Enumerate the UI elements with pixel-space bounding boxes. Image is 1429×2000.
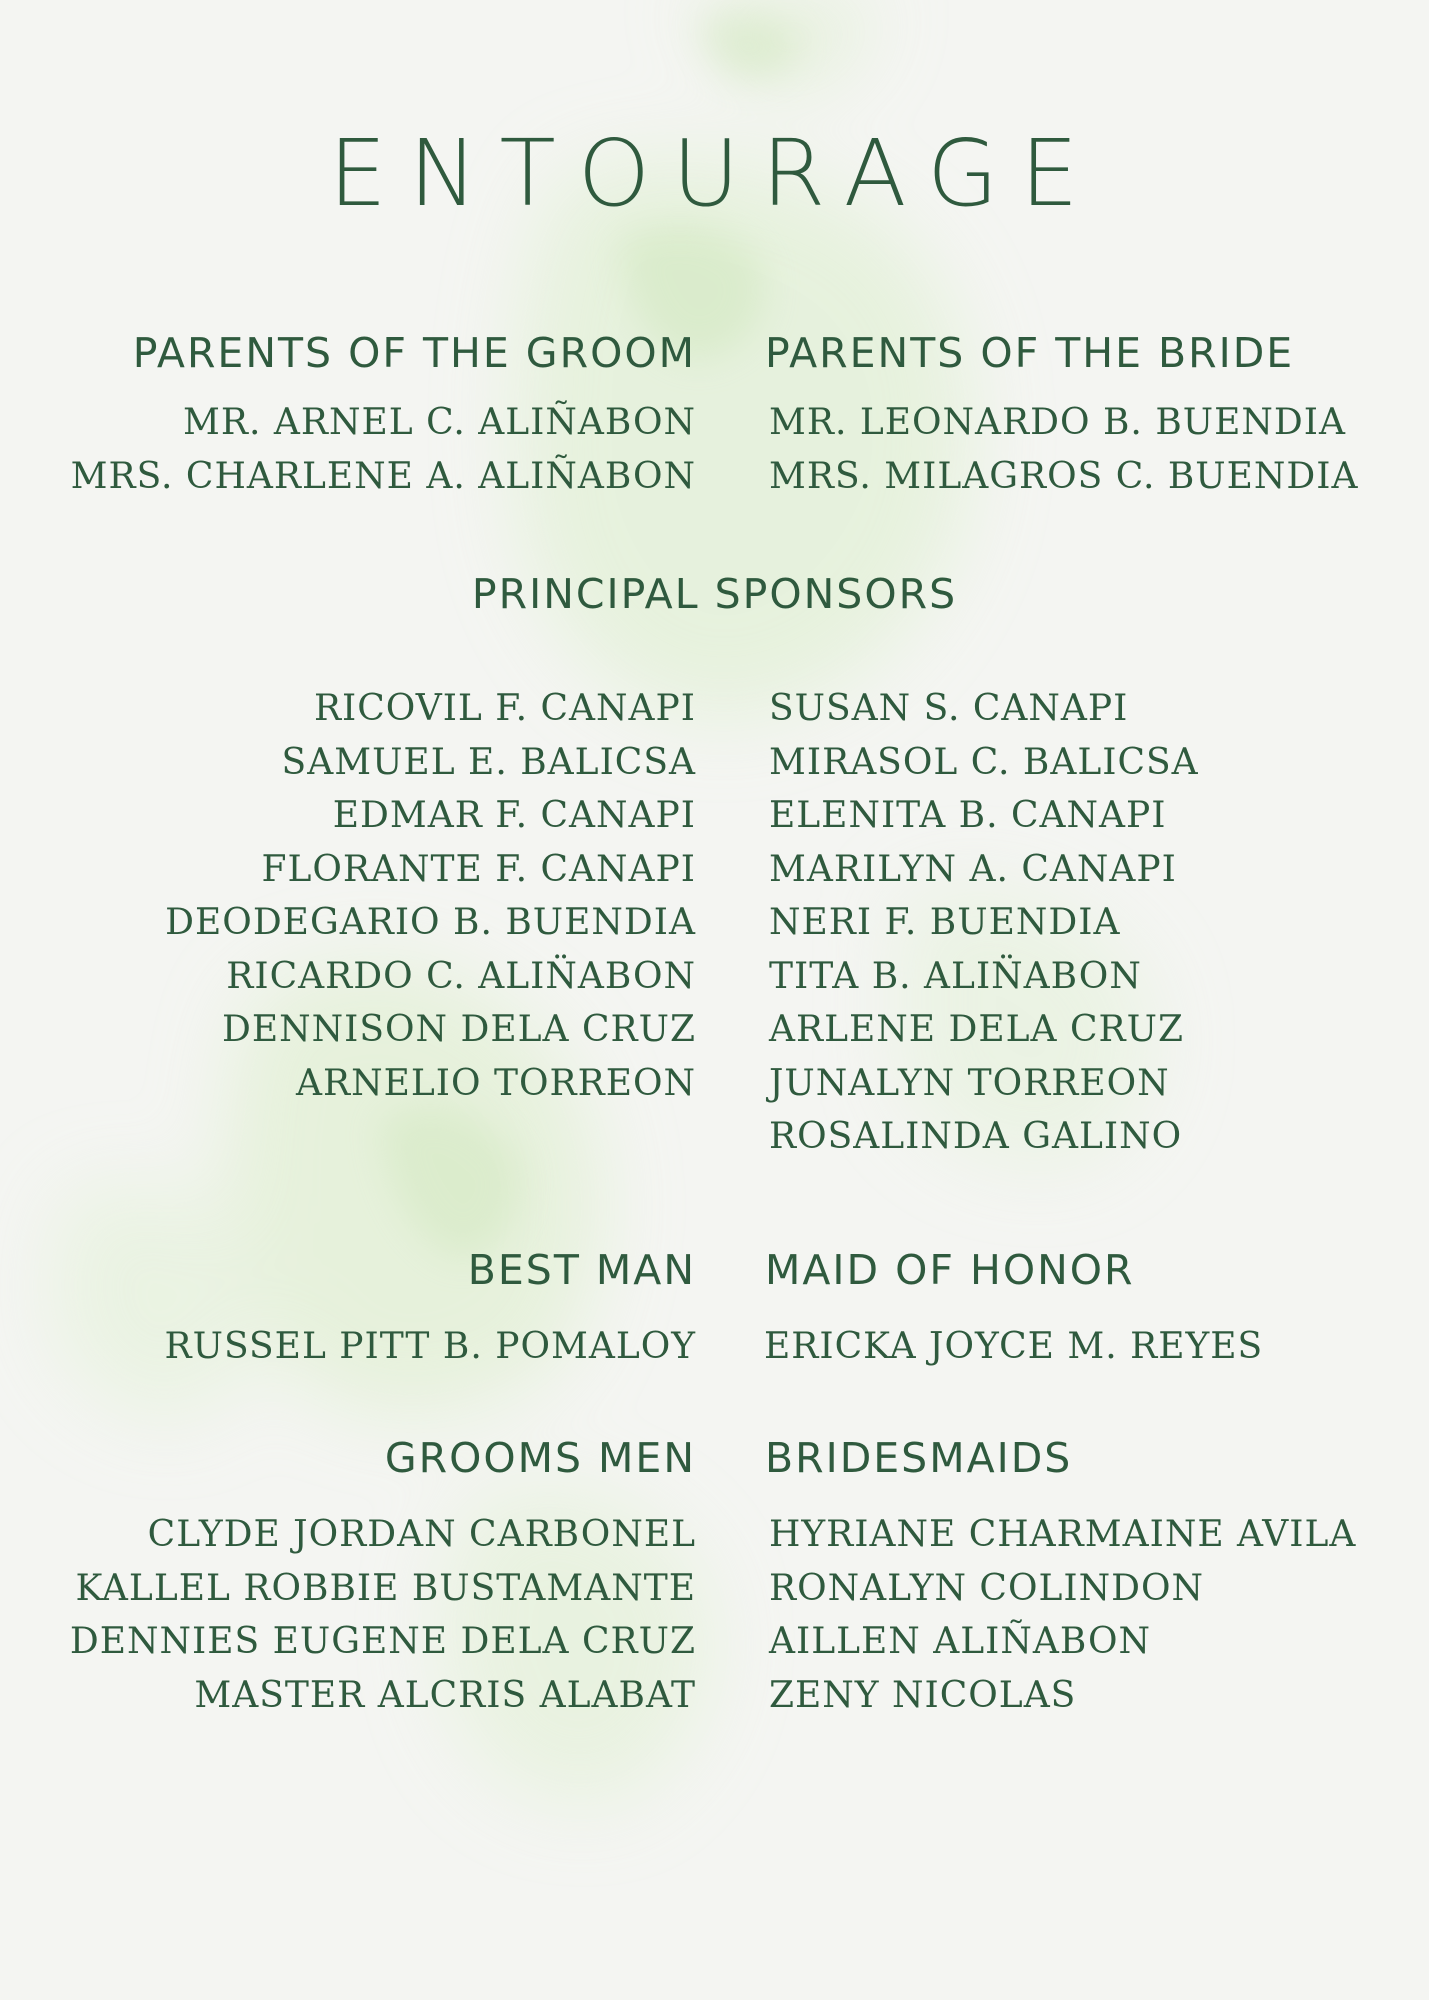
list-item: RICARDO C. ALIN̈ABON bbox=[226, 955, 696, 997]
list-item: DENNIES EUGENE DELA CRUZ bbox=[69, 1621, 696, 1662]
list-item: JUNALYN TORREON bbox=[769, 1062, 1170, 1104]
groomsmen-list bbox=[70, 1508, 696, 1722]
page-title: ENTOURAGE bbox=[328, 120, 1101, 227]
list-item: DENNISON DELA CRUZ bbox=[222, 1009, 696, 1050]
list-item: MR. ARNEL C. ALIÑABON bbox=[183, 402, 696, 443]
bridesmaids-list bbox=[769, 1508, 1356, 1722]
list-item: MRS. MILAGROS C. BUENDIA bbox=[769, 455, 1359, 497]
list-item: TITA B. ALIN̈ABON bbox=[769, 955, 1142, 997]
bridesmaids-heading: BRIDESMAIDS bbox=[765, 1434, 1073, 1482]
best-man-heading: BEST MAN bbox=[467, 1246, 696, 1294]
sponsors-right-list bbox=[769, 682, 1199, 1164]
parents-of-bride-heading: PARENTS OF THE BRIDE bbox=[765, 329, 1295, 377]
list-item: ROSALINDA GALINO bbox=[769, 1116, 1183, 1157]
list-item: ARNELIO TORREON bbox=[296, 1062, 696, 1104]
list-item: MR. LEONARDO B. BUENDIA bbox=[769, 402, 1346, 443]
list-item: ERICKA JOYCE M. REYES bbox=[764, 1326, 1264, 1367]
list-item: MASTER ALCRIS ALABAT bbox=[194, 1674, 696, 1716]
principal-sponsors-heading: PRINCIPAL SPONSORS bbox=[471, 570, 958, 618]
list-item: ARLENE DELA CRUZ bbox=[769, 1009, 1185, 1050]
best-man-list bbox=[165, 1320, 696, 1374]
parents-of-groom-heading: PARENTS OF THE GROOM bbox=[132, 329, 696, 377]
list-item: EDMAR F. CANAPI bbox=[332, 795, 696, 836]
list-item: MRS. CHARLENE A. ALIÑABON bbox=[70, 455, 696, 497]
groomsmen-heading: GROOMS MEN bbox=[384, 1434, 696, 1482]
list-item: RONALYN COLINDON bbox=[769, 1567, 1204, 1609]
parents-of-groom-list bbox=[71, 396, 696, 503]
list-item: SAMUEL E. BALICSA bbox=[281, 741, 696, 783]
list-item: DEODEGARIO B. BUENDIA bbox=[165, 902, 696, 943]
sponsors-left-list bbox=[165, 682, 696, 1110]
list-item: RICOVIL F. CANAPI bbox=[313, 688, 696, 729]
maid-of-honor-heading: MAID OF HONOR bbox=[765, 1246, 1135, 1294]
list-item: CLYDE JORDAN CARBONEL bbox=[147, 1514, 696, 1555]
list-item: ZENY NICOLAS bbox=[769, 1674, 1077, 1716]
list-item: MARILYN A. CANAPI bbox=[769, 848, 1177, 890]
list-item: NERI F. BUENDIA bbox=[769, 902, 1121, 943]
list-item: MIRASOL C. BALICSA bbox=[769, 741, 1199, 783]
list-item: HYRIANE CHARMAINE AVILA bbox=[769, 1514, 1357, 1555]
list-item: SUSAN S. CANAPI bbox=[769, 688, 1129, 729]
list-item: RUSSEL PITT B. POMALOY bbox=[164, 1326, 696, 1367]
list-item: KALLEL ROBBIE BUSTAMANTE bbox=[75, 1567, 696, 1609]
parents-of-bride-list bbox=[769, 396, 1359, 503]
maid-of-honor-list bbox=[764, 1320, 1263, 1374]
list-item: AILLEN ALIÑABON bbox=[769, 1621, 1152, 1662]
list-item: FLORANTE F. CANAPI bbox=[261, 848, 696, 890]
list-item: ELENITA B. CANAPI bbox=[769, 795, 1167, 836]
